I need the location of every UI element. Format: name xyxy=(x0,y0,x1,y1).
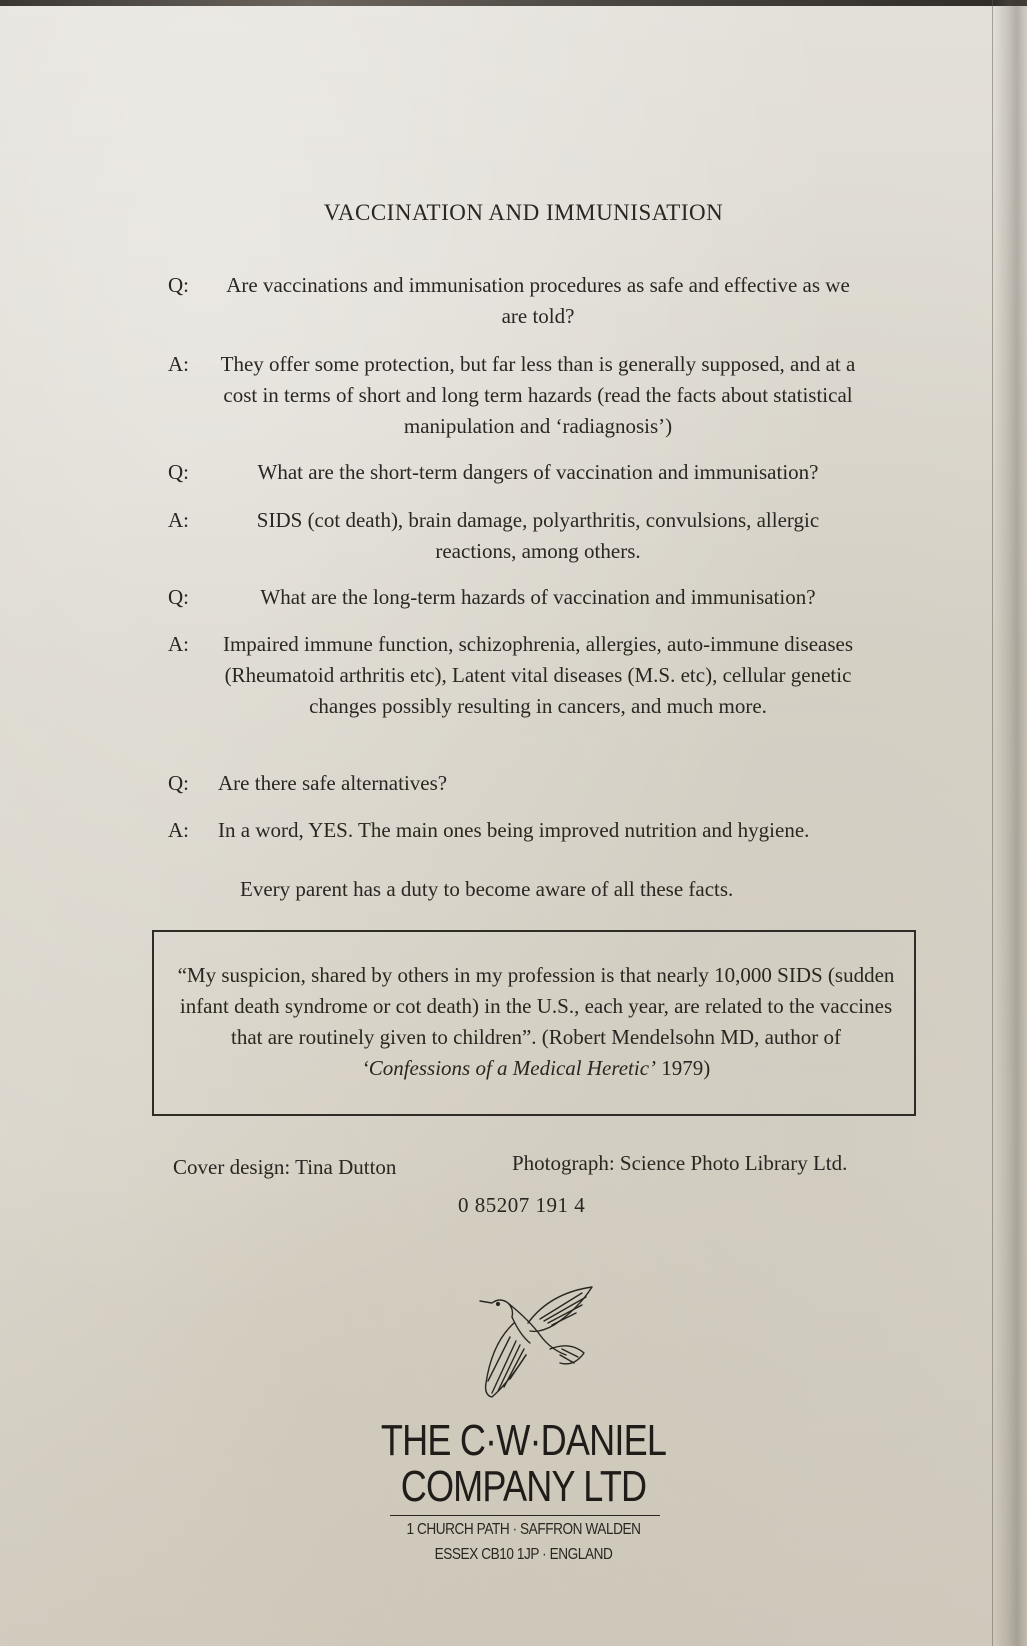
question-tag: Q: xyxy=(168,585,189,609)
publisher-name-line2: COMPANY LTD xyxy=(400,1462,647,1511)
publisher-address-line2: ESSEX CB10 1JP · ENGLAND xyxy=(434,1546,613,1563)
quote-box xyxy=(152,930,916,1116)
answer-tag: A: xyxy=(168,632,189,656)
answer-text: In a word, YES. The main ones being improved nutrition and hygiene. xyxy=(218,818,810,842)
question-text: Are vaccinations and immunisation procedures as safe and effective as we are told? xyxy=(226,273,850,328)
mendelsohn-quote xyxy=(176,960,896,1084)
question-text: What are the long-term hazards of vaccination and immunisation? xyxy=(260,585,816,609)
answer-text: SIDS (cot death), brain damage, polyarthritis, convulsions, allergic reactions, among others. xyxy=(256,508,820,563)
qa-item xyxy=(168,349,908,442)
qa-item xyxy=(168,768,908,799)
answer-tag: A: xyxy=(168,508,189,532)
qa-item xyxy=(168,582,908,613)
qa-item xyxy=(168,270,908,332)
qa-item xyxy=(168,457,908,488)
qa-item xyxy=(168,815,908,846)
answer-text: They offer some protection, but far less than is generally supposed, and at a cost in terms of short and long term hazards (read the facts about statistical manipulation and ‘radiagnosis’) xyxy=(220,352,856,438)
question-tag: Q: xyxy=(168,771,189,795)
parent-duty-statement: Every parent has a duty to become aware of all these facts. xyxy=(240,877,734,901)
answer-tag: A: xyxy=(168,352,189,376)
publisher-divider xyxy=(390,1515,660,1516)
photograph-credit: Photograph: Science Photo Library Ltd. xyxy=(512,1151,848,1175)
answer-tag: A: xyxy=(168,818,189,842)
question-text: Are there safe alternatives? xyxy=(218,771,448,795)
cover-design-credit: Cover design: Tina Dutton xyxy=(173,1155,397,1179)
isbn: 0 85207 191 4 xyxy=(458,1193,586,1217)
question-tag: Q: xyxy=(168,273,189,297)
bird-logo-icon xyxy=(470,1283,600,1403)
question-text: What are the short-term dangers of vaccination and immunisation? xyxy=(257,460,819,484)
page-title: VACCINATION AND IMMUNISATION xyxy=(323,200,724,225)
qa-item xyxy=(168,505,908,567)
publisher-name-line1: THE C·W·DANIEL xyxy=(380,1416,667,1465)
quote-book-title: ‘Confessions of a Medical Heretic’ xyxy=(361,1056,657,1080)
quote-text: “My suspicion, shared by others in my profession is that nearly 10,000 SIDS (sudden infant death syndrome or cot death) in the U.S., each year, are related to the vaccines that are routinely given to children”. (Robert Mendelsohn MD, author of xyxy=(177,963,895,1049)
answer-text: Impaired immune function, schizophrenia, allergies, auto-immune diseases (Rheumatoid arthritis etc), Latent vital diseases (M.S. etc), cellular genetic changes possibly resulting in cancers, and much more. xyxy=(222,632,853,718)
question-tag: Q: xyxy=(168,460,189,484)
quote-year: 1979) xyxy=(656,1056,711,1080)
qa-item xyxy=(168,629,908,722)
publisher-address-line1: 1 CHURCH PATH · SAFFRON WALDEN xyxy=(406,1521,641,1538)
